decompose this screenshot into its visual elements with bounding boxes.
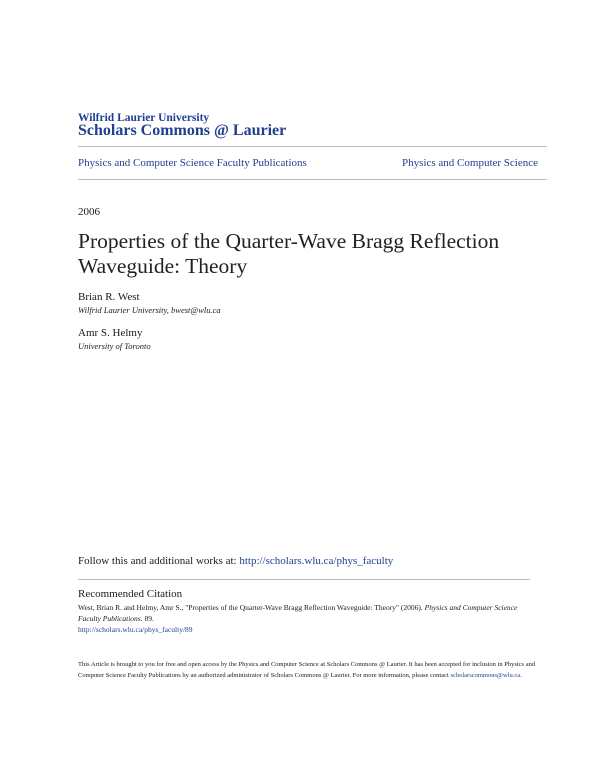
footer-end: . [520, 672, 522, 679]
follow-link[interactable]: http://scholars.wlu.ca/phys_faculty [239, 555, 394, 567]
follow-text: Follow this and additional works at: [78, 555, 240, 567]
footer-notice [78, 659, 550, 681]
citation-text [78, 602, 528, 624]
follow-line [78, 555, 393, 567]
bottom-divider [78, 179, 547, 180]
citation-link[interactable]: http://scholars.wlu.ca/phys_faculty/89 [78, 625, 193, 634]
author-name: Amr S. Helmy [78, 327, 143, 339]
author-affiliation: Wilfrid Laurier University, bwest@wlu.ca [78, 305, 221, 315]
top-divider [78, 146, 547, 147]
contact-email-link[interactable]: scholarscommons@wlu.ca [450, 672, 521, 679]
author-name: Brian R. West [78, 291, 140, 303]
citation-heading: Recommended Citation [78, 588, 183, 600]
university-name: Wilfrid Laurier University [78, 112, 210, 124]
citation-journal: Physics and Computer Science Faculty Publications [78, 603, 518, 623]
citation-number: . 89. [140, 614, 154, 623]
citation-divider [78, 579, 530, 580]
citation-body: West, Brian R. and Helmy, Amr S., "Properties of the Quarter-Wave Bragg Reflection Waveguide: Theory" (2006). [78, 603, 425, 612]
department-link[interactable]: Physics and Computer Science [402, 157, 538, 169]
footer-text: This Article is brought to you for free and open access by the Physics and Computer Science at Scholars Commons @ Laurier. It has been accepted for inclusion in Physics and Computer Science Faculty Publications by an authorized administrator of Scholars Commons @ Laurier. For more information, please contact [78, 661, 536, 679]
publication-year: 2006 [78, 206, 100, 218]
collection-link[interactable]: Physics and Computer Science Faculty Publications [78, 157, 307, 169]
article-title: Properties of the Quarter-Wave Bragg Reflection Waveguide: Theory [78, 229, 500, 278]
author-affiliation: University of Toronto [78, 341, 151, 351]
repository-name[interactable]: Scholars Commons @ Laurier [78, 122, 287, 139]
